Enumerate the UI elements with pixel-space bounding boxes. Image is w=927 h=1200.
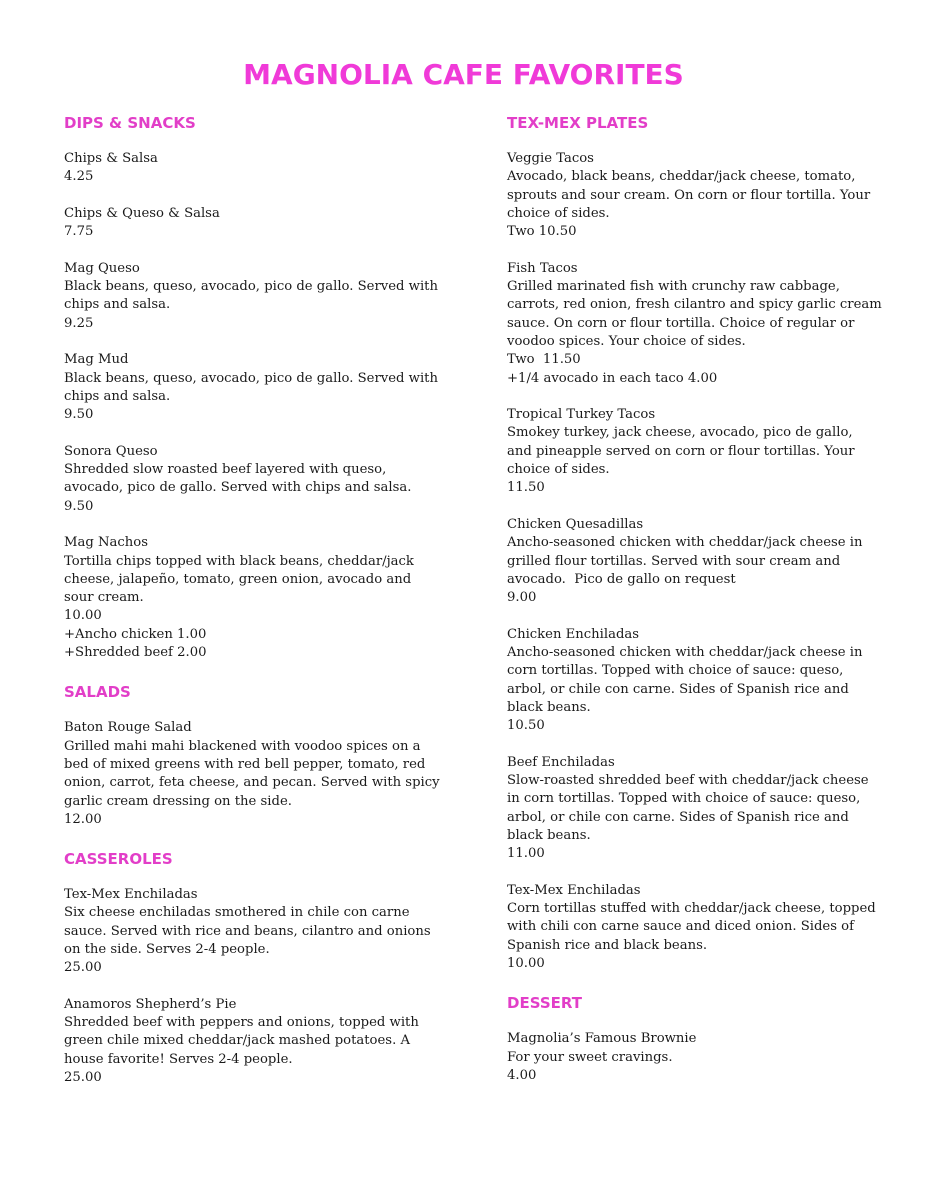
- item-detail-line: 9.25: [64, 315, 94, 331]
- item-detail-line: Ancho-seasoned chicken with cheddar/jack cheese in: [507, 535, 863, 551]
- item-detail-line: arbol, or chile con carne. Sides of Spanish rice and: [507, 681, 849, 697]
- item-name: Chips & Queso & Salsa: [64, 205, 220, 221]
- menu-section: [507, 992, 892, 1085]
- item-detail-line: Grilled marinated fish with crunchy raw cabbage,: [507, 279, 840, 295]
- menu-item: [507, 516, 892, 607]
- item-detail-line: choice of sides.: [507, 205, 610, 221]
- item-detail-line: carrots, red onion, fresh cilantro and spicy garlic cream: [507, 297, 882, 313]
- item-detail-line: 9.50: [64, 498, 94, 514]
- item-name: Chicken Enchiladas: [507, 626, 640, 642]
- item-name: Tropical Turkey Tacos: [507, 407, 656, 423]
- item-name: Sonora Queso: [64, 443, 158, 459]
- item-name: Tex-Mex Enchiladas: [64, 887, 198, 903]
- item-name: Beef Enchiladas: [507, 754, 615, 770]
- item-detail-line: 10.00: [64, 608, 102, 624]
- item-detail-line: 10.00: [507, 956, 545, 972]
- item-detail-line: sour cream.: [64, 590, 144, 606]
- menu-section: [64, 848, 464, 1087]
- item-detail-line: 25.00: [64, 1070, 102, 1086]
- item-detail-line: 4.25: [64, 169, 94, 185]
- item-detail-line: Black beans, queso, avocado, pico de gallo. Served with: [64, 279, 438, 295]
- menu-item: [64, 351, 464, 424]
- item-detail-line: Smokey turkey, jack cheese, avocado, pico de gallo,: [507, 425, 853, 441]
- item-detail-line: Shredded slow roasted beef layered with queso,: [64, 462, 387, 478]
- item-detail-line: Avocado, black beans, cheddar/jack cheese, tomato,: [507, 169, 856, 185]
- item-detail-line: voodoo spices. Your choice of sides.: [507, 333, 746, 349]
- menu-column-left: [64, 112, 464, 1106]
- item-detail-line: house favorite! Serves 2-4 people.: [64, 1051, 293, 1067]
- menu-section: [64, 112, 464, 662]
- item-detail-line: 11.50: [507, 480, 545, 496]
- item-detail-line: Grilled mahi mahi blackened with voodoo spices on a: [64, 738, 421, 754]
- item-name: Mag Nachos: [64, 535, 148, 551]
- menu-section: [507, 112, 892, 973]
- item-detail-line: 12.00: [64, 811, 102, 827]
- section-heading: DIPS & SNACKS: [64, 114, 196, 132]
- item-detail-line: black beans.: [507, 827, 591, 843]
- menu-item: [507, 260, 892, 388]
- item-detail-line: 25.00: [64, 960, 102, 976]
- menu-title: MAGNOLIA CAFE FAVORITES: [243, 58, 684, 91]
- section-heading: DESSERT: [507, 994, 582, 1013]
- section-heading: CASSEROLES: [64, 850, 173, 869]
- menu-item: [507, 406, 892, 497]
- menu-item: [507, 150, 892, 241]
- section-heading: SALADS: [64, 683, 131, 702]
- item-detail-line: Two 11.50: [507, 352, 581, 368]
- item-detail-line: 10.50: [507, 718, 545, 734]
- item-detail-line: sauce. On corn or flour tortilla. Choice of regular or: [507, 315, 855, 331]
- item-name: Chips & Salsa: [64, 151, 158, 166]
- item-name: Chicken Quesadillas: [507, 516, 644, 532]
- item-detail-line: Black beans, queso, avocado, pico de gallo. Served with: [64, 370, 438, 386]
- item-detail-line: green chile mixed cheddar/jack mashed potatoes. A: [64, 1033, 410, 1049]
- section-heading: TEX-MEX PLATES: [507, 114, 649, 132]
- item-name: Anamoros Shepherd’s Pie: [64, 996, 237, 1012]
- item-detail-line: Two 10.50: [507, 224, 577, 240]
- menu-item: [64, 443, 464, 516]
- menu-item: [64, 719, 464, 829]
- item-detail-line: choice of sides.: [507, 462, 610, 478]
- item-detail-line: Slow-roasted shredded beef with cheddar/jack cheese: [507, 773, 869, 789]
- menu-item: [64, 886, 464, 977]
- item-detail-line: For your sweet cravings.: [507, 1049, 673, 1065]
- item-detail-line: 9.50: [64, 407, 94, 423]
- item-name: Veggie Tacos: [507, 151, 594, 166]
- item-name: Mag Queso: [64, 260, 140, 276]
- item-detail-line: sauce. Served with rice and beans, cilantro and onions: [64, 923, 431, 939]
- menu-item: [64, 996, 464, 1087]
- menu-item: [507, 882, 892, 973]
- item-detail-line: +Shredded beef 2.00: [64, 645, 207, 661]
- item-detail-line: and pineapple served on corn or flour tortillas. Your: [507, 443, 855, 459]
- item-detail-line: on the side. Serves 2-4 people.: [64, 941, 270, 957]
- item-name: Baton Rouge Salad: [64, 720, 192, 736]
- item-name: Fish Tacos: [507, 260, 578, 276]
- item-detail-line: arbol, or chile con carne. Sides of Spanish rice and: [507, 809, 849, 825]
- item-detail-line: Tortilla chips topped with black beans, cheddar/jack: [64, 553, 414, 569]
- item-detail-line: corn tortillas. Topped with choice of sauce: queso,: [507, 663, 844, 679]
- item-detail-line: Corn tortillas stuffed with cheddar/jack cheese, topped: [507, 901, 876, 917]
- item-detail-line: +1/4 avocado in each taco 4.00: [507, 370, 718, 386]
- menu-item: [507, 1030, 892, 1085]
- item-detail-line: sprouts and sour cream. On corn or flour tortilla. Your: [507, 187, 871, 203]
- item-name: Mag Mud: [64, 352, 129, 368]
- item-detail-line: Shredded beef with peppers and onions, topped with: [64, 1015, 419, 1031]
- item-detail-line: black beans.: [507, 699, 591, 715]
- item-detail-line: onion, carrot, feta cheese, and pecan. Served with spicy: [64, 775, 440, 791]
- item-detail-line: 4.00: [507, 1067, 537, 1083]
- menu-column-right: [507, 112, 892, 1104]
- item-detail-line: chips and salsa.: [64, 297, 171, 313]
- menu-item: [64, 150, 464, 187]
- item-detail-line: Ancho-seasoned chicken with cheddar/jack cheese in: [507, 645, 863, 661]
- item-detail-line: Spanish rice and black beans.: [507, 937, 708, 953]
- item-detail-line: 7.75: [64, 224, 94, 240]
- menu-item: [64, 205, 464, 242]
- item-detail-line: in corn tortillas. Topped with choice of sauce: queso,: [507, 791, 861, 807]
- item-detail-line: chips and salsa.: [64, 388, 171, 404]
- item-detail-line: with chili con carne sauce and diced onion. Sides of: [507, 919, 854, 935]
- item-detail-line: garlic cream dressing on the side.: [64, 793, 292, 809]
- menu-item: [507, 626, 892, 736]
- item-detail-line: 11.00: [507, 846, 545, 862]
- item-detail-line: +Ancho chicken 1.00: [64, 626, 207, 642]
- menu-section: [64, 681, 464, 829]
- menu-item: [64, 534, 464, 662]
- menu-item: [507, 754, 892, 864]
- item-name: Tex-Mex Enchiladas: [507, 882, 641, 898]
- item-detail-line: 9.00: [507, 590, 537, 606]
- item-name: Magnolia’s Famous Brownie: [507, 1031, 697, 1047]
- item-detail-line: avocado. Pico de gallo on request: [507, 571, 736, 587]
- item-detail-line: Six cheese enchiladas smothered in chile con carne: [64, 905, 410, 921]
- item-detail-line: bed of mixed greens with red bell pepper, tomato, red: [64, 756, 426, 772]
- item-detail-line: grilled flour tortillas. Served with sour cream and: [507, 553, 841, 569]
- item-detail-line: avocado, pico de gallo. Served with chips and salsa.: [64, 480, 412, 496]
- item-detail-line: cheese, jalapeño, tomato, green onion, avocado and: [64, 571, 412, 587]
- menu-item: [64, 260, 464, 333]
